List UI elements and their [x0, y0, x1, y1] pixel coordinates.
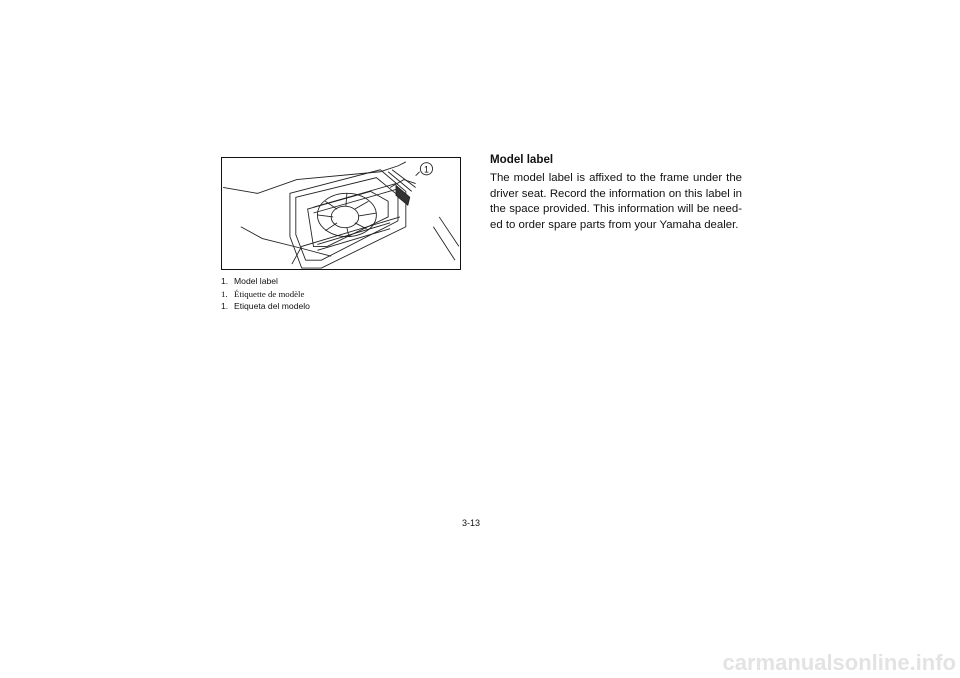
section-heading: Model label: [490, 153, 554, 166]
caption-number: 1.: [221, 301, 229, 312]
caption-text: Étiquette de modèle: [234, 288, 305, 299]
caption-spanish: [221, 300, 466, 313]
caption-french: [221, 288, 466, 301]
section-body: The model label is affixed to the frame under the driver seat. Record the information on this label in the space provided. This information will be need-ed to order spare parts from your Yamaha dealer.: [490, 172, 742, 231]
page-number: 3-13: [462, 518, 481, 528]
model-label-section: [490, 152, 742, 233]
caption-text: Model label: [234, 276, 278, 286]
frame-under-seat-drawing: [222, 158, 460, 269]
site-watermark: carmanualsonline.info: [722, 650, 956, 675]
caption-number: 1.: [221, 276, 229, 286]
callout-number: 1: [423, 164, 429, 175]
caption-english: [221, 275, 466, 288]
figure-captions: [221, 275, 466, 313]
model-label-illustration: [221, 157, 461, 270]
caption-text: Etiqueta del modelo: [234, 301, 310, 312]
caption-number: 1.: [221, 288, 228, 299]
